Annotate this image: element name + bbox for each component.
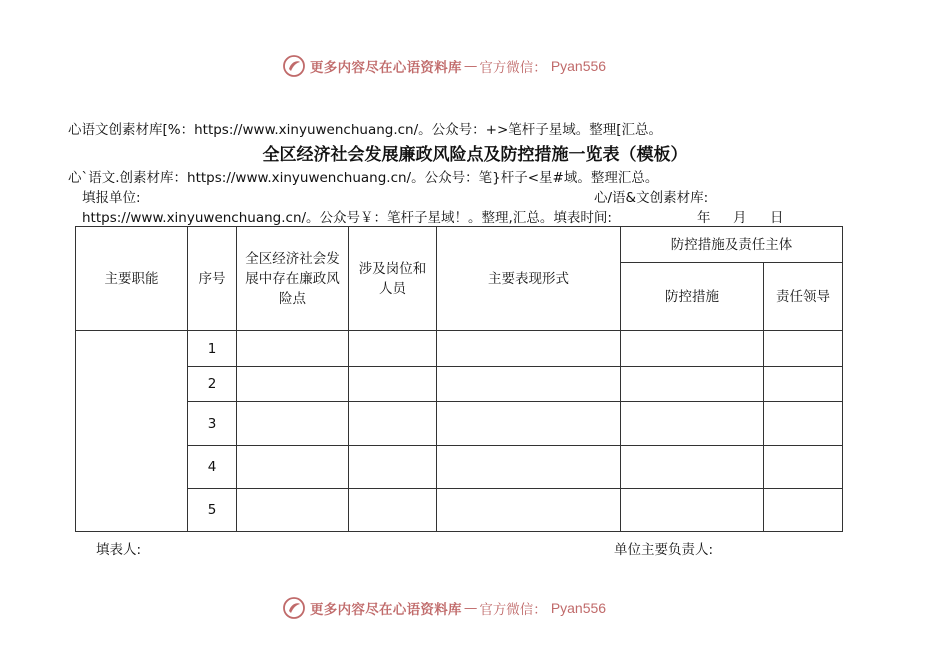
table-row [76, 489, 843, 532]
header-risk: 全区经济社会发展中存在廉政风险点 [237, 227, 349, 331]
header-duty: 主要职能 [76, 227, 188, 331]
table-cell[interactable] [621, 331, 764, 367]
watermark-banner-top [282, 52, 606, 80]
source-line-2: 心`语文.创素材库：https://www.xinyuwenchuang.cn/。公众号：笔}杆子<星#域。整理汇总。 [68, 170, 659, 186]
unit-head-label: 单位主要负责人: [614, 542, 714, 558]
header-form: 主要表现形式 [437, 227, 621, 331]
banner-text: 更多内容尽在心语资料库 [310, 60, 462, 76]
date-month: 月 [733, 210, 747, 226]
document-title: 全区经济社会发展廉政风险点及防控措施一览表（模板） [262, 145, 688, 165]
table-cell[interactable] [437, 446, 621, 489]
source-line-3: 心/语&文创素材库: [594, 190, 709, 206]
table-cell[interactable] [437, 402, 621, 446]
table-cell[interactable] [764, 331, 843, 367]
banner-separator: — [463, 58, 478, 74]
row-seq: 4 [188, 446, 237, 489]
header-post: 涉及岗位和人员 [349, 227, 437, 331]
table-cell[interactable] [764, 489, 843, 532]
watermark-banner-bottom [282, 594, 606, 622]
table-cell[interactable] [764, 402, 843, 446]
table-cell[interactable] [237, 489, 349, 532]
table-cell[interactable] [437, 489, 621, 532]
banner-wechat-label: 官方微信： [479, 602, 547, 618]
table-cell[interactable] [621, 367, 764, 402]
header-measure: 防控措施 [621, 263, 764, 331]
table-row [76, 367, 843, 402]
table-cell[interactable] [349, 331, 437, 367]
table-cell[interactable] [349, 489, 437, 532]
logo-icon [282, 596, 306, 620]
date-year: 年 [697, 210, 711, 226]
table-cell[interactable] [349, 446, 437, 489]
banner-wechat-id: Pyan556 [550, 600, 607, 616]
banner-wechat-label: 官方微信： [479, 60, 547, 76]
source-line-4: https://www.xinyuwenchuang.cn/。公众号￥：笔杆子星域！。整理,汇总。填表时间: [82, 210, 612, 226]
row-seq: 5 [188, 489, 237, 532]
banner-text: 更多内容尽在心语资料库 [310, 602, 462, 618]
source-line-1: 心语文创素材库[%：https://www.xinyuwenchuang.cn/。公众号：+>笔杆子星域。整理[汇总。 [68, 122, 663, 138]
banner-separator: — [463, 600, 478, 616]
table-cell[interactable] [237, 331, 349, 367]
table-cell[interactable] [764, 367, 843, 402]
banner-wechat-id: Pyan556 [550, 58, 607, 74]
header-leader: 责任领导 [764, 263, 843, 331]
table-cell[interactable] [237, 446, 349, 489]
risk-table [75, 226, 843, 532]
table-row [76, 446, 843, 489]
duty-cell[interactable] [76, 331, 188, 532]
table-cell[interactable] [764, 446, 843, 489]
table-cell[interactable] [349, 367, 437, 402]
filler-label: 填表人: [96, 542, 142, 558]
table-row [76, 331, 843, 367]
table-cell[interactable] [237, 402, 349, 446]
table-cell[interactable] [621, 446, 764, 489]
date-day: 日 [770, 210, 784, 226]
row-seq: 1 [188, 331, 237, 367]
header-group: 防控措施及责任主体 [621, 227, 843, 263]
table-cell[interactable] [621, 489, 764, 532]
table-cell[interactable] [621, 402, 764, 446]
fill-unit-label: 填报单位: [82, 190, 141, 206]
table-cell[interactable] [437, 367, 621, 402]
header-seq: 序号 [188, 227, 237, 331]
table-cell[interactable] [349, 402, 437, 446]
row-seq: 2 [188, 367, 237, 402]
table-cell[interactable] [237, 367, 349, 402]
logo-icon [282, 54, 306, 78]
table-row [76, 402, 843, 446]
row-seq: 3 [188, 402, 237, 446]
table-cell[interactable] [437, 331, 621, 367]
